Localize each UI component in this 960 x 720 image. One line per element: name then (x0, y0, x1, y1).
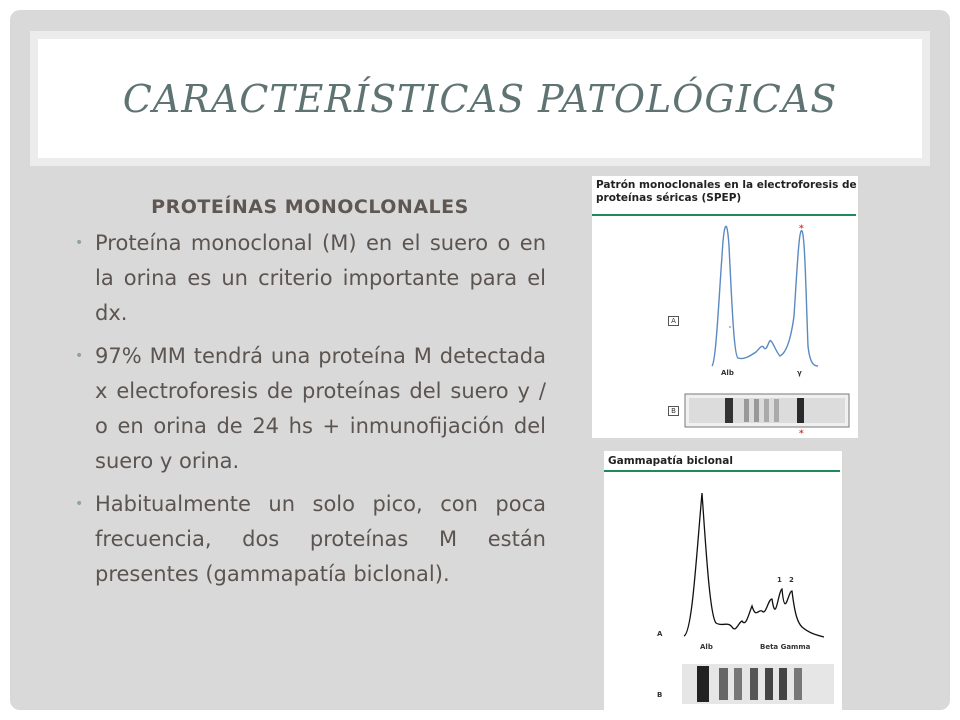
bullet-text: Habitualmente un solo pico, con poca frecuencia, dos proteínas M están presentes (gammapatía biclonal). (95, 492, 546, 586)
spep-curve (712, 226, 818, 366)
biclonal-peak2-label: 2 (789, 576, 794, 584)
spep-label-a: A (668, 316, 679, 326)
spep-graphic (592, 176, 858, 438)
biclonal-beta-gamma-label: Beta Gamma (760, 643, 811, 651)
spep-alb-band (725, 398, 733, 423)
slide-title: CARACTERÍSTICAS PATOLÓGICAS (122, 76, 838, 121)
spep-star-top: * (799, 224, 804, 234)
spep-gamma-band (797, 398, 804, 423)
bullet-text: 97% MM tendrá una proteína M detectada x electroforesis de proteínas del suero y / o en orina de 24 hs + inmunofijación del suero y orina. (95, 344, 546, 473)
bullet-dot-icon: • (75, 348, 84, 364)
biclonal-figure-title: Gammapatía biclonal (608, 455, 733, 467)
bullet-item (72, 226, 546, 331)
biclonal-alb-label: Alb (700, 643, 713, 651)
spep-title-line2: proteínas séricas (SPEP) (596, 192, 742, 204)
biclonal-label-b: B (657, 691, 663, 699)
bullet-item (72, 487, 546, 592)
spep-figure (592, 176, 858, 438)
biclonal-curve (684, 493, 824, 637)
biclonal-figure (604, 451, 842, 710)
biclonal-graphic (604, 451, 842, 710)
section-subtitle: PROTEÍNAS MONOCLONALES (151, 196, 469, 218)
bullet-text: Proteína monoclonal (M) en el suero o en la orina es un criterio importante para el dx. (95, 231, 546, 325)
bullet-list (72, 226, 546, 600)
bullet-dot-icon: • (75, 235, 84, 251)
title-panel (38, 39, 922, 158)
spep-star-bottom: * (799, 429, 804, 439)
bullet-item (72, 339, 546, 479)
spep-title-line1: Patrón monoclonales en la electroforesis de (596, 179, 857, 191)
spep-alb-label: Alb (721, 369, 734, 377)
bullet-dot-icon: • (75, 496, 84, 512)
spep-label-b: B (668, 406, 679, 416)
biclonal-alb-band (697, 666, 709, 702)
biclonal-label-a: A (657, 630, 663, 638)
biclonal-peak1-label: 1 (777, 576, 782, 584)
spep-gamma-label: γ (797, 369, 802, 377)
